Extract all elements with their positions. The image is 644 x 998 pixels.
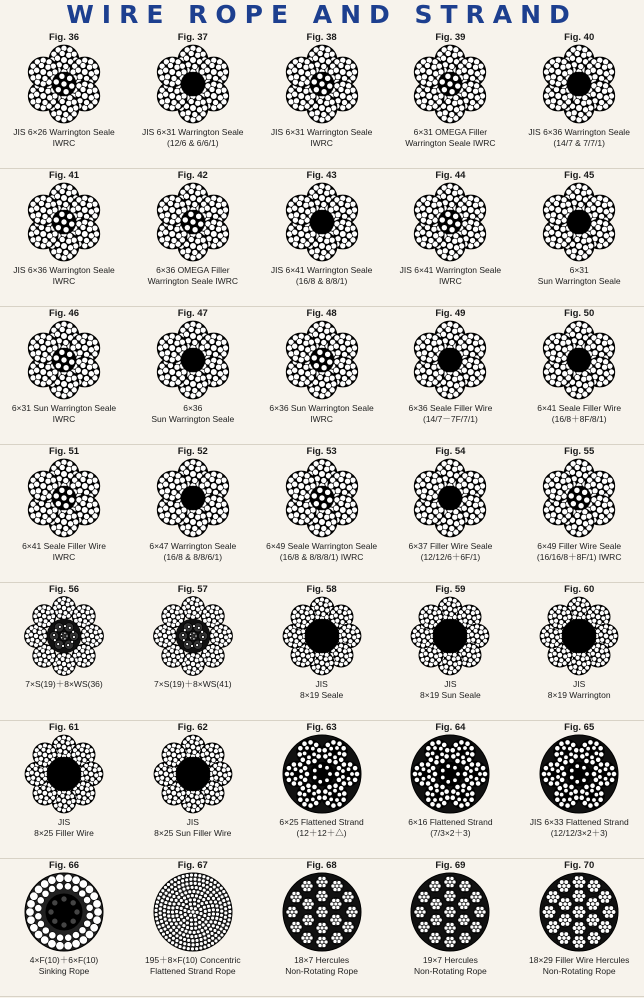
figure-cell: [129, 720, 257, 858]
figure-caption: [258, 403, 386, 425]
figure-cell: [386, 720, 514, 858]
caption-line-1: 6×31 Sun Warrington Seale: [11, 403, 117, 413]
figure-caption: [515, 541, 643, 563]
rope-cross-section-diagram: [282, 596, 362, 676]
figure-caption: [386, 679, 514, 701]
rope-cross-section-diagram: [282, 458, 362, 538]
figure-cell: [258, 582, 386, 720]
rope-cross-section-diagram: [153, 872, 233, 952]
caption-line-2: Sinking Rope: [38, 966, 90, 976]
rope-cross-section-diagram: [153, 320, 233, 400]
figure-cell: [515, 168, 643, 306]
figure-number: Fig. 43: [306, 170, 337, 181]
caption-line-2: IWRC: [52, 276, 76, 286]
figure-number: Fig. 39: [435, 32, 466, 43]
figure-caption: [258, 679, 386, 701]
figure-number: Fig. 69: [435, 860, 466, 871]
figure-row: [0, 720, 644, 859]
caption-line-2: IWRC: [310, 138, 333, 148]
rope-cross-section-diagram: [153, 734, 233, 814]
caption-line-1: 6×36: [183, 403, 203, 413]
figure-row: [0, 444, 644, 583]
rope-cross-section-diagram: [282, 182, 362, 262]
caption-line-1: 6×49 Seale Warrington Seale: [266, 541, 378, 551]
figure-number: Fig. 54: [435, 446, 466, 457]
caption-line-1: JIS: [186, 817, 199, 827]
figure-number: Fig. 36: [48, 32, 80, 43]
figure-number: Fig. 42: [177, 170, 208, 181]
figure-caption: [0, 541, 128, 563]
figure-cell: [386, 306, 514, 444]
caption-line-2: Warrington Seale IWRC: [147, 276, 238, 286]
rope-cross-section-diagram: [24, 320, 104, 400]
figure-number: Fig. 66: [48, 860, 80, 871]
caption-line-2: (16/8 & 8/8/8/1) IWRC: [279, 552, 364, 562]
rope-cross-section-diagram: [24, 596, 104, 676]
figure-number: Fig. 41: [48, 170, 80, 181]
figure-caption: [129, 679, 257, 690]
figure-cell: [129, 858, 257, 996]
figure-caption: [0, 955, 128, 977]
caption-line-2: Non-Rotating Rope: [285, 966, 358, 976]
caption-line-1: 7×S(19)＋8×WS(36): [25, 679, 103, 689]
figure-cell: [0, 306, 128, 444]
figure-cell: [0, 168, 128, 306]
figure-grid: [0, 30, 644, 998]
figure-cell: [515, 30, 643, 168]
figure-caption: [515, 265, 643, 287]
figure-row: [0, 168, 644, 307]
figure-number: Fig. 67: [177, 860, 208, 871]
figure-caption: [386, 817, 514, 839]
figure-caption: [515, 955, 643, 977]
rope-cross-section-diagram: [410, 44, 490, 124]
rope-cross-section-diagram: [153, 458, 233, 538]
rope-cross-section-diagram: [24, 734, 104, 814]
caption-line-1: 6×47 Warrington Seale: [149, 541, 237, 551]
figure-caption: [129, 403, 257, 425]
figure-number: Fig. 57: [177, 584, 208, 595]
figure-number: Fig. 46: [48, 308, 80, 319]
figure-number: Fig. 50: [564, 308, 595, 319]
figure-number: Fig. 65: [564, 722, 595, 733]
caption-line-2: (16/8＋8F/8/1): [551, 414, 607, 424]
caption-line-2: (7/3×2＋3): [430, 828, 471, 838]
caption-line-2: 8×19 Warrington: [547, 690, 611, 700]
rope-cross-section-diagram: [153, 596, 233, 676]
figure-caption: [386, 541, 514, 563]
figure-caption: [258, 955, 386, 977]
figure-cell: [129, 306, 257, 444]
caption-line-2: (14/7－7F/7/1): [422, 414, 478, 424]
figure-number: Fig. 44: [435, 170, 466, 181]
caption-line-1: 195＋8×F(10) Concentric: [144, 955, 241, 965]
figure-number: Fig. 45: [564, 170, 595, 181]
caption-line-2: 8×25 Filler Wire: [34, 828, 94, 838]
figure-caption: [129, 541, 257, 563]
rope-cross-section-diagram: [539, 872, 619, 952]
caption-line-2: IWRC: [52, 552, 76, 562]
figure-cell: [129, 30, 257, 168]
figure-cell: [0, 444, 128, 582]
figure-caption: [258, 541, 386, 563]
figure-cell: [258, 306, 386, 444]
caption-line-1: 6×37 Filler Wire Seale: [408, 541, 493, 551]
figure-caption: [129, 265, 257, 287]
figure-cell: [386, 168, 514, 306]
caption-line-2: (16/16/8＋8F/1) IWRC: [536, 552, 622, 562]
figure-caption: [258, 265, 386, 287]
figure-cell: [258, 720, 386, 858]
caption-line-1: 7×S(19)＋8×WS(41): [154, 679, 232, 689]
caption-line-2: (16/8 & 8/8/1): [295, 276, 348, 286]
caption-line-2: IWRC: [52, 414, 76, 424]
figure-caption: [129, 817, 257, 839]
caption-line-1: 6×31 OMEGA Filler: [413, 127, 488, 137]
page-title: WIRE ROPE AND STRAND: [66, 0, 578, 29]
caption-line-2: IWRC: [52, 138, 76, 148]
rope-cross-section-diagram: [410, 734, 490, 814]
figure-number: Fig. 68: [306, 860, 337, 871]
caption-line-1: 6×41 Seale Filler Wire: [22, 541, 106, 551]
figure-cell: [515, 858, 643, 996]
figure-caption: [0, 679, 128, 690]
figure-caption: [386, 955, 514, 977]
figure-cell: [515, 720, 643, 858]
caption-line-1: 4×F(10)＋6×F(10): [29, 955, 99, 965]
caption-line-2: (16/8 & 8/8/6/1): [163, 552, 223, 562]
figure-number: Fig. 52: [177, 446, 208, 457]
caption-line-1: JIS: [573, 679, 586, 689]
figure-cell: [386, 582, 514, 720]
figure-row: [0, 858, 644, 997]
figure-cell: [515, 444, 643, 582]
figure-caption: [0, 265, 128, 287]
figure-caption: [258, 817, 386, 839]
caption-line-1: 6×36 OMEGA Filler: [156, 265, 230, 275]
caption-line-1: 6×16 Flattened Strand: [408, 817, 493, 827]
figure-number: Fig. 70: [564, 860, 595, 871]
figure-number: Fig. 58: [306, 584, 337, 595]
figure-cell: [129, 582, 257, 720]
caption-line-1: 18×7 Hercules: [294, 955, 350, 965]
caption-line-2: 8×19 Seale: [299, 690, 344, 700]
caption-line-1: 6×31: [569, 265, 589, 275]
figure-number: Fig. 49: [435, 308, 466, 319]
figure-cell: [515, 306, 643, 444]
rope-cross-section-diagram: [153, 44, 233, 124]
caption-line-2: Warrington Seale IWRC: [405, 138, 496, 148]
figure-number: Fig. 38: [306, 32, 337, 43]
caption-line-2: (12/6 & 6/6/1): [167, 138, 219, 148]
rope-cross-section-diagram: [282, 872, 362, 952]
caption-line-2: (12＋12＋△): [296, 828, 347, 838]
figure-number: Fig. 64: [435, 722, 466, 733]
figure-number: Fig. 53: [306, 446, 337, 457]
figure-number: Fig. 55: [564, 446, 595, 457]
caption-line-2: Non-Rotating Rope: [414, 966, 487, 976]
figure-cell: [0, 858, 128, 996]
figure-number: Fig. 40: [564, 32, 595, 43]
rope-cross-section-diagram: [539, 44, 619, 124]
figure-number: Fig. 60: [564, 584, 595, 595]
figure-caption: [515, 817, 643, 839]
figure-caption: [515, 127, 643, 149]
figure-row: [0, 582, 644, 721]
rope-cross-section-diagram: [24, 44, 104, 124]
caption-line-2: 8×25 Sun Filler Wire: [154, 828, 232, 838]
rope-cross-section-diagram: [410, 872, 490, 952]
figure-caption: [129, 127, 257, 149]
caption-line-2: Flattened Strand Rope: [150, 966, 236, 976]
rope-cross-section-diagram: [539, 734, 619, 814]
rope-cross-section-diagram: [153, 182, 233, 262]
figure-number: Fig. 62: [177, 722, 208, 733]
caption-line-1: 6×25 Flattened Strand: [279, 817, 364, 827]
figure-number: Fig. 51: [48, 446, 80, 457]
caption-line-1: 6×36 Seale Filler Wire: [408, 403, 493, 413]
rope-cross-section-diagram: [410, 458, 490, 538]
rope-cross-section-diagram: [24, 458, 104, 538]
figure-number: Fig. 61: [48, 722, 80, 733]
figure-caption: [0, 403, 128, 425]
caption-line-1: JIS 6×41 Warrington Seale: [399, 265, 502, 275]
caption-line-2: (12/12/3×2＋3): [550, 828, 608, 838]
rope-cross-section-diagram: [24, 182, 104, 262]
page-header: [0, 0, 644, 30]
figure-caption: [258, 127, 386, 149]
figure-caption: [386, 127, 514, 149]
caption-line-2: Sun Warrington Seale: [537, 276, 621, 286]
caption-line-2: Sun Warrington Seale: [151, 414, 235, 424]
rope-cross-section-diagram: [410, 596, 490, 676]
figure-cell: [515, 582, 643, 720]
caption-line-1: 6×36 Sun Warrington Seale: [269, 403, 374, 413]
caption-line-1: 19×7 Hercules: [422, 955, 478, 965]
caption-line-1: JIS 6×36 Warrington Seale: [13, 265, 115, 275]
figure-caption: [515, 679, 643, 701]
figure-caption: [0, 127, 128, 149]
rope-cross-section-diagram: [539, 182, 619, 262]
caption-line-1: JIS 6×31 Warrington Seale: [270, 127, 373, 137]
caption-line-1: 6×41 Seale Filler Wire: [537, 403, 622, 413]
figure-cell: [0, 720, 128, 858]
figure-caption: [0, 817, 128, 839]
figure-row: [0, 30, 644, 169]
caption-line-2: IWRC: [310, 414, 333, 424]
figure-number: Fig. 63: [306, 722, 337, 733]
rope-cross-section-diagram: [539, 596, 619, 676]
caption-line-1: 18×29 Filler Wire Hercules: [528, 955, 630, 965]
rope-cross-section-diagram: [410, 182, 490, 262]
figure-caption: [515, 403, 643, 425]
caption-line-1: JIS 6×33 Flattened Strand: [529, 817, 629, 827]
rope-cross-section-diagram: [539, 320, 619, 400]
figure-number: Fig. 48: [306, 308, 337, 319]
caption-line-2: (14/7 & 7/7/1): [553, 138, 605, 148]
caption-line-2: 8×19 Sun Seale: [420, 690, 481, 700]
figure-cell: [258, 858, 386, 996]
caption-line-1: JIS: [315, 679, 328, 689]
figure-number: Fig. 37: [177, 32, 208, 43]
caption-line-1: JIS 6×31 Warrington Seale: [142, 127, 244, 137]
caption-line-1: 6×49 Filler Wire Seale: [537, 541, 622, 551]
caption-line-1: JIS: [57, 817, 71, 827]
rope-cross-section-diagram: [539, 458, 619, 538]
figure-cell: [129, 444, 257, 582]
figure-caption: [386, 265, 514, 287]
figure-caption: [386, 403, 514, 425]
rope-cross-section-diagram: [24, 872, 104, 952]
rope-cross-section-diagram: [410, 320, 490, 400]
figure-number: Fig. 59: [435, 584, 466, 595]
rope-cross-section-diagram: [282, 320, 362, 400]
figure-caption: [129, 955, 257, 977]
caption-line-1: JIS: [444, 679, 457, 689]
rope-cross-section-diagram: [282, 44, 362, 124]
caption-line-1: JIS 6×26 Warrington Seale: [13, 127, 115, 137]
caption-line-2: (12/12/6＋6F/1): [420, 552, 481, 562]
figure-cell: [0, 30, 128, 168]
caption-line-2: Non-Rotating Rope: [542, 966, 616, 976]
figure-cell: [386, 858, 514, 996]
figure-number: Fig. 56: [48, 584, 80, 595]
caption-line-1: JIS 6×36 Warrington Seale: [528, 127, 630, 137]
figure-cell: [258, 30, 386, 168]
figure-cell: [386, 444, 514, 582]
figure-number: Fig. 47: [177, 308, 208, 319]
figure-cell: [258, 444, 386, 582]
figure-row: [0, 306, 644, 445]
caption-line-2: IWRC: [439, 276, 462, 286]
figure-cell: [129, 168, 257, 306]
figure-cell: [386, 30, 514, 168]
figure-cell: [0, 582, 128, 720]
caption-line-1: JIS 6×41 Warrington Seale: [270, 265, 373, 275]
figure-cell: [258, 168, 386, 306]
rope-cross-section-diagram: [282, 734, 362, 814]
